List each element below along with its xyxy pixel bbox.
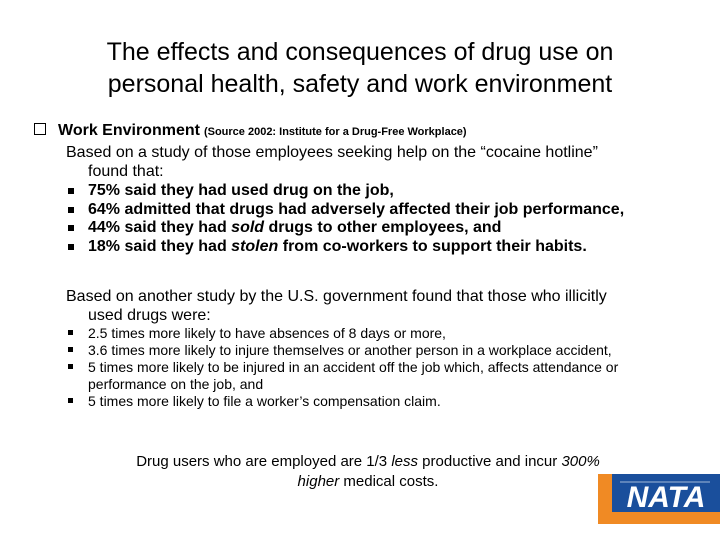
list-item: 64% admitted that drugs had adversely affected their job performance,	[66, 201, 686, 220]
square-bullet-icon	[68, 330, 73, 335]
second-study-line-2: used drugs were:	[88, 306, 211, 324]
square-bullet-icon	[68, 347, 73, 352]
nata-logo-graphic	[598, 474, 720, 524]
square-bullet-icon	[68, 244, 74, 250]
list-item: 2.5 times more likely to have absences of 8 days or more,	[66, 325, 686, 342]
section-heading-text: Work Environment	[58, 122, 200, 139]
square-bullet-icon	[68, 364, 73, 369]
list-item: 3.6 times more likely to injure themselves or another person in a workplace accident,	[66, 342, 686, 359]
list-item: 5 times more likely to file a worker’s compensation claim.	[66, 393, 686, 410]
list-item: 44% said they had sold drugs to other employees, and	[66, 219, 686, 238]
list-item: 5 times more likely to be injured in an accident off the job which, affects attendance or performance on the job, and	[66, 359, 686, 393]
title-line-1: The effects and consequences of drug use on	[106, 38, 614, 66]
section-heading	[34, 122, 714, 140]
square-bullet-icon	[68, 398, 73, 403]
government-findings-list	[66, 325, 686, 410]
list-item: 18% said they had stolen from co-workers to support their habits.	[66, 238, 686, 257]
intro-line-1: Based on a study of those employees seeking help on the “cocaine hotline”	[66, 144, 598, 161]
summary-statement: Drug users who are employed are 1/3 less productive and incur 300% higher medical costs.	[136, 453, 600, 490]
hotline-findings-list	[66, 182, 686, 256]
slide-title	[40, 36, 680, 100]
second-study-paragraph	[66, 288, 696, 325]
logo-lettering: NATA	[626, 481, 706, 514]
title-line-2: personal health, safety and work environment	[107, 70, 613, 98]
checkbox-bullet-icon	[34, 123, 46, 135]
square-bullet-icon	[68, 225, 74, 231]
square-bullet-icon	[68, 188, 74, 194]
square-bullet-icon	[68, 207, 74, 213]
nata-logo	[598, 474, 720, 524]
list-item: 75% said they had used drug on the job,	[66, 182, 686, 201]
second-study-line-1: Based on another study by the U.S. government found that those who illicitly	[66, 288, 607, 305]
intro-line-2: found that:	[88, 162, 164, 180]
section-source: (Source 2002: Institute for a Drug-Free Workplace)	[203, 126, 467, 138]
intro-paragraph	[66, 144, 696, 181]
